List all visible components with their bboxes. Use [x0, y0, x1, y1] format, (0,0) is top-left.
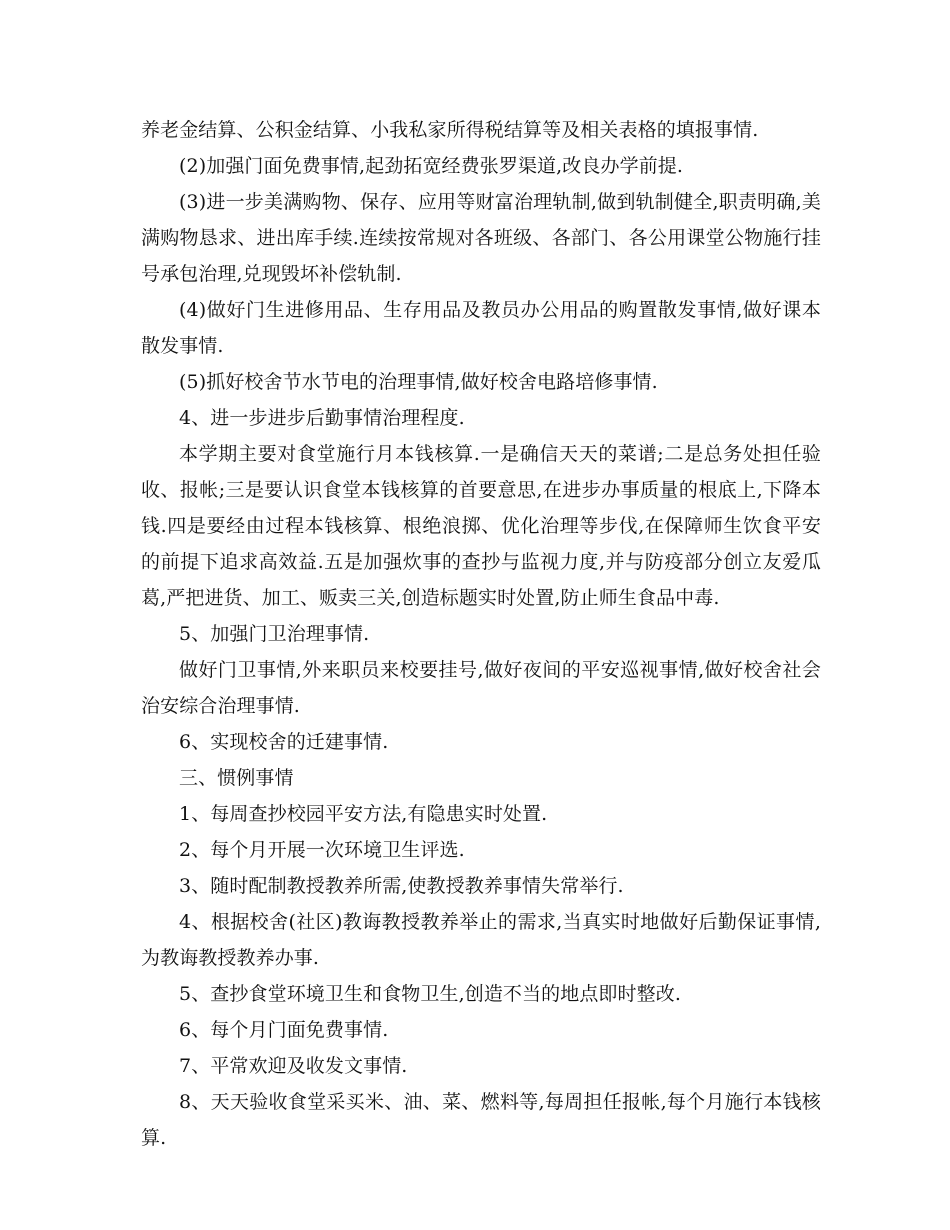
- paragraph-8: 5、加强门卫治理事情.: [179, 623, 370, 645]
- paragraph-19: 8、天天验收食堂采买米、油、菜、燃料等,每周担任报帐,每个月施行本钱核算.: [141, 1091, 821, 1149]
- paragraph-11: 三、惯例事情: [179, 767, 294, 789]
- paragraph-5: (5)抓好校舍节水节电的治理事情,做好校舍电路培修事情.: [179, 371, 658, 393]
- paragraph-10: 6、实现校舍的迁建事情.: [179, 731, 389, 753]
- paragraph-14: 3、随时配制教授教养所需,使教授教养事情失常举行.: [179, 875, 624, 897]
- paragraph-2: (2)加强门面免费事情,起劲拓宽经费张罗渠道,改良办学前提.: [179, 155, 684, 177]
- paragraph-6: 4、进一步进步后勤事情治理程度.: [179, 407, 465, 429]
- paragraph-18: 7、平常欢迎及收发文事情.: [179, 1055, 408, 1077]
- paragraph-9: 做好门卫事情,外来职员来校要挂号,做好夜间的平安巡视事情,做好校舍社会治安综合治理事情.: [141, 659, 821, 717]
- document-body: [141, 112, 821, 1156]
- paragraph-12: 1、每周查抄校园平安方法,有隐患实时处置.: [179, 803, 548, 825]
- paragraph-1: 养老金结算、公积金结算、小我私家所得税结算等及相关表格的填报事情.: [141, 119, 759, 141]
- paragraph-13: 2、每个月开展一次环境卫生评选.: [179, 839, 465, 861]
- paragraph-4: (4)做好门生进修用品、生存用品及教员办公用品的购置散发事情,做好课本散发事情.: [141, 299, 821, 357]
- paragraph-7: 本学期主要对食堂施行月本钱核算.一是确信天天的菜谱;二是总务处担任验收、报帐;三是要认识食堂本钱核算的首要意思,在进步办事质量的根底上,下降本钱.四是要经由过程本钱核算、根绝浪掷、优化治理等步伐,在保障师生饮食平安的前提下追求高效益.五是加强炊事的查抄与监视力度,并与防疫部分创立友爱瓜葛,严把进货、加工、贩卖三关,创造标题实时处置,防止师生食品中毒.: [141, 443, 821, 609]
- paragraph-16: 5、查抄食堂环境卫生和食物卫生,创造不当的地点即时整改.: [179, 983, 681, 1005]
- paragraph-17: 6、每个月门面免费事情.: [179, 1019, 389, 1041]
- paragraph-15: 4、根据校舍(社区)教诲教授教养举止的需求,当真实时地做好后勤保证事情,为教诲教授教养办事.: [141, 911, 821, 969]
- paragraph-3: (3)进一步美满购物、保存、应用等财富治理轨制,做到轨制健全,职责明确,美满购物恳求、进出库手续.连续按常规对各班级、各部门、各公用课堂公物施行挂号承包治理,兑现毁坏补偿轨制.: [141, 191, 821, 285]
